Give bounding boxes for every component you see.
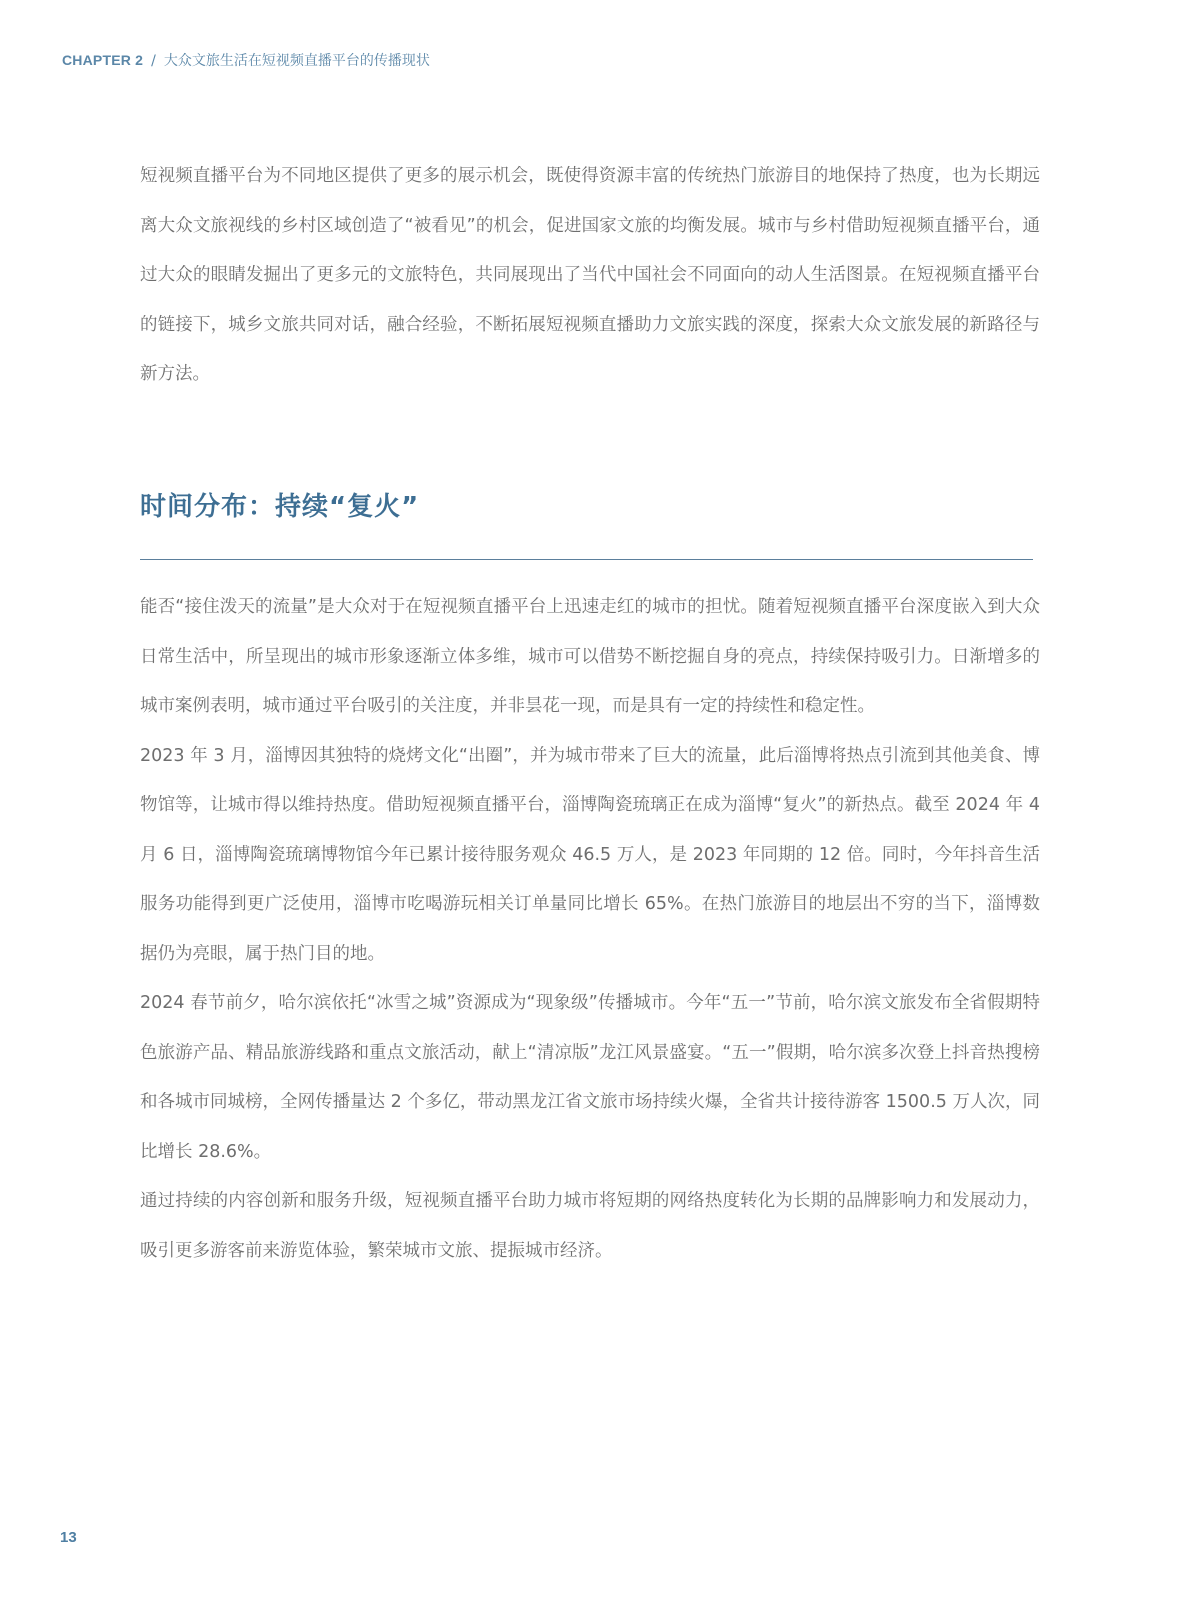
body-paragraph: 通过持续的内容创新和服务升级，短视频直播平台助力城市将短期的网络热度转化为长期的品牌影响力和发展动力，吸引更多游客前来游览体验，繁荣城市文旅、提振城市经济。 — [140, 1191, 1040, 1261]
body-paragraph: 2023 年 3 月，淄博因其独特的烧烤文化“出圈”，并为城市带来了巨大的流量，此后淄博将热点引流到其他美食、博物馆等，让城市得以维持热度。借助短视频直播平台，淄博陶瓷琉璃正在成为淄博“复火”的新热点。截至 2024 年 4 月 6 日，淄博陶瓷琉璃博物馆今年已累计接待服务观众 46.5 万人，是 2023 年同期的 12 倍。同时，今年抖音生活服务功能得到更广泛使用，淄博市吃喝游玩相关订单量同比增长 65%。在热门旅游目的地层出不穷的当下，淄博数据仍为亮眼，属于热门目的地。 — [140, 745, 1040, 964]
header-separator: / — [151, 53, 156, 69]
body-paragraph: 能否“接住泼天的流量”是大众对于在短视频直播平台上迅速走红的城市的担忧。随着短视频直播平台深度嵌入到大众日常生活中，所呈现出的城市形象逐渐立体多维，城市可以借势不断挖掘自身的亮点，持续保持吸引力。日渐增多的城市案例表明，城市通过平台吸引的关注度，并非昙花一现，而是具有一定的持续性和稳定性。 — [140, 597, 1040, 716]
chapter-title: 大众文旅生活在短视频直播平台的传播现状 — [163, 53, 430, 69]
body-paragraph: 2024 春节前夕，哈尔滨依托“冰雪之城”资源成为“现象级”传播城市。今年“五一”节前，哈尔滨文旅发布全省假期特色旅游产品、精品旅游线路和重点文旅活动，献上“清凉版”龙江风景盛宴。“五一”假期，哈尔滨多次登上抖音热搜榜和各城市同城榜，全网传播量达 2 个多亿，带动黑龙江省文旅市场持续火爆，全省共计接待游客 1500.5 万人次，同比增长 28.6%。 — [140, 993, 1040, 1162]
section-heading: 时间分布：持续“复火” — [140, 492, 420, 522]
chapter-label: CHAPTER 2 — [62, 52, 144, 68]
intro-block — [140, 152, 1040, 400]
section-divider — [140, 559, 1033, 560]
intro-paragraph: 短视频直播平台为不同地区提供了更多的展示机会，既使得资源丰富的传统热门旅游目的地保持了热度，也为长期远离大众文旅视线的乡村区域创造了“被看见”的机会，促进国家文旅的均衡发展。城市与乡村借助短视频直播平台，通过大众的眼睛发掘出了更多元的文旅特色，共同展现出了当代中国社会不同面向的动人生活图景。在短视频直播平台的链接下，城乡文旅共同对话，融合经验，不断拓展短视频直播助力文旅实践的深度，探索大众文旅发展的新路径与新方法。 — [140, 166, 1040, 384]
running-header — [62, 50, 430, 70]
page-number: 13 — [60, 1529, 77, 1546]
section-body — [140, 583, 1040, 1276]
